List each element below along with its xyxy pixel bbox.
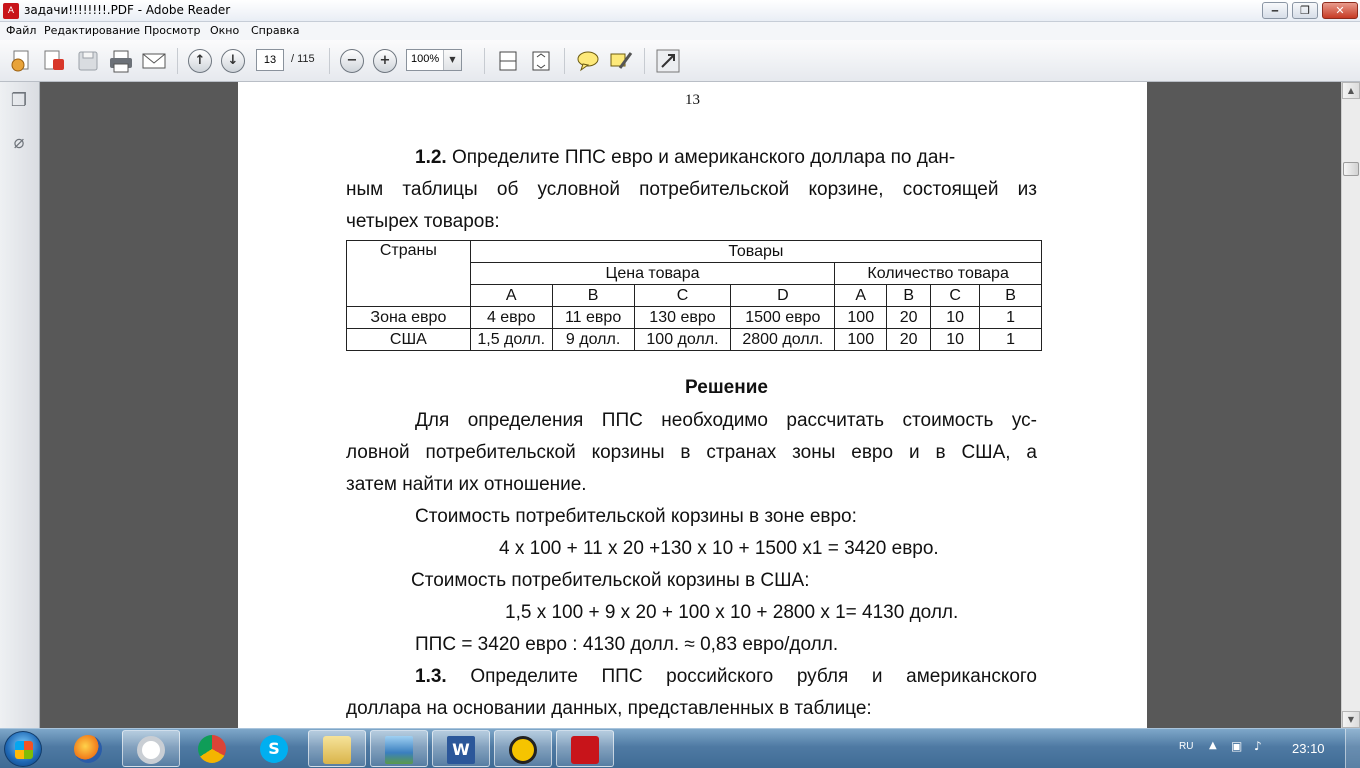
network-icon[interactable]: ▣ bbox=[1231, 739, 1243, 753]
table-row bbox=[347, 307, 1042, 329]
chevron-down-icon[interactable]: ▼ bbox=[443, 50, 461, 70]
print-icon[interactable] bbox=[108, 48, 134, 74]
zoom-in-icon[interactable]: + bbox=[373, 49, 397, 73]
task-number: 1.2. bbox=[415, 147, 447, 168]
table-cell: 1500 евро bbox=[731, 307, 835, 329]
taskbar-firefox[interactable] bbox=[60, 730, 118, 767]
table-subheader: C bbox=[931, 285, 980, 307]
toolbar bbox=[0, 40, 1360, 82]
basket-table bbox=[346, 240, 1042, 351]
read-mode-icon[interactable] bbox=[655, 48, 681, 74]
taskbar-chrome[interactable] bbox=[184, 730, 242, 767]
fit-width-icon[interactable] bbox=[495, 48, 521, 74]
table-cell: 1 bbox=[980, 307, 1042, 329]
cost-euro-formula: 4 х 100 + 11 х 20 +130 х 10 + 1500 х1 = 3420 евро. bbox=[499, 538, 939, 559]
create-pdf-icon[interactable] bbox=[9, 48, 35, 74]
menu-window[interactable]: Окно bbox=[210, 24, 240, 37]
title-bar bbox=[0, 0, 1360, 22]
adobe-reader-icon bbox=[571, 736, 599, 764]
table-clip bbox=[238, 82, 1147, 352]
task-number: 1.3. bbox=[415, 666, 447, 687]
minimize-button[interactable] bbox=[1262, 2, 1288, 19]
next-page-icon[interactable]: ↓ bbox=[221, 49, 245, 73]
document-area bbox=[41, 82, 1341, 728]
solution-title: Решение bbox=[685, 377, 768, 398]
taskbar-archicad[interactable] bbox=[494, 730, 552, 767]
scroll-down-icon[interactable]: ▼ bbox=[1342, 711, 1360, 728]
taskbar-adobe-reader[interactable] bbox=[556, 730, 614, 767]
language-indicator[interactable]: RU bbox=[1179, 741, 1194, 752]
table-subheader: B bbox=[552, 285, 634, 307]
table-cell: 130 евро bbox=[634, 307, 731, 329]
scroll-thumb[interactable] bbox=[1343, 162, 1359, 176]
table-subheader: B bbox=[980, 285, 1042, 307]
clock[interactable]: 23:10 bbox=[1292, 741, 1325, 756]
attachments-icon[interactable]: ⌀ bbox=[13, 132, 25, 153]
maximize-button[interactable] bbox=[1292, 2, 1318, 19]
explorer-folder-icon bbox=[323, 736, 351, 764]
table-cell: 11 евро bbox=[552, 307, 634, 329]
table-cell: 100 bbox=[835, 307, 887, 329]
menu-help[interactable]: Справка bbox=[251, 24, 300, 37]
email-icon[interactable] bbox=[141, 48, 167, 74]
table-cell-country: Зона евро bbox=[347, 307, 471, 329]
table-header-quantity: Количество товара bbox=[835, 263, 1042, 285]
highlight-icon[interactable] bbox=[608, 48, 634, 74]
page-number: 13 bbox=[685, 92, 700, 108]
table-cell: 9 долл. bbox=[552, 329, 634, 351]
adobe-reader-icon: A bbox=[3, 3, 19, 19]
task-1-3-line2: доллара на основании данных, представленных в таблице: bbox=[346, 698, 872, 719]
table-cell: 2800 долл. bbox=[731, 329, 835, 351]
archicad-icon bbox=[509, 736, 537, 764]
table-cell: 4 евро bbox=[470, 307, 552, 329]
table-cell: 1,5 долл. bbox=[470, 329, 552, 351]
table-header-countries: Страны bbox=[347, 241, 471, 307]
firefox-icon bbox=[74, 735, 102, 763]
task-1-2-line2: ным таблицы об условной потребительской корзине, состоящей из bbox=[346, 179, 1037, 200]
task-1-2-line3: четырех товаров: bbox=[346, 211, 500, 232]
task-1-3-line1: 1.3. Определите ППС российского рубля и американского bbox=[415, 666, 1037, 687]
cost-euro-label: Стоимость потребительской корзины в зоне евро: bbox=[415, 506, 857, 527]
table-header-price: Цена товара bbox=[470, 263, 835, 285]
pdf-page bbox=[238, 82, 1147, 728]
taskbar-skype[interactable] bbox=[246, 730, 304, 767]
page-thumbnails-icon[interactable]: ❐ bbox=[10, 90, 28, 111]
export-pdf-icon[interactable] bbox=[41, 48, 67, 74]
table-subheader: A bbox=[470, 285, 552, 307]
menu-edit[interactable]: Редактирование bbox=[44, 24, 140, 37]
skype-icon: S bbox=[260, 735, 288, 763]
show-desktop-button[interactable] bbox=[1345, 729, 1360, 768]
taskbar-picture-viewer[interactable] bbox=[370, 730, 428, 767]
page-number-input[interactable]: 13 bbox=[256, 49, 284, 71]
taskbar-explorer[interactable] bbox=[308, 730, 366, 767]
table-cell: 20 bbox=[887, 329, 931, 351]
table-cell: 10 bbox=[931, 307, 980, 329]
table-row bbox=[347, 329, 1042, 351]
zoom-out-icon[interactable]: − bbox=[340, 49, 364, 73]
table-cell-country: США bbox=[347, 329, 471, 351]
menu-bar bbox=[0, 22, 1360, 40]
close-button[interactable] bbox=[1322, 2, 1358, 19]
scroll-up-icon[interactable]: ▲ bbox=[1342, 82, 1360, 99]
prev-page-icon[interactable]: ↑ bbox=[188, 49, 212, 73]
zoom-select[interactable] bbox=[406, 49, 462, 71]
table-cell: 10 bbox=[931, 329, 980, 351]
close-icon: ✕ bbox=[1335, 4, 1345, 17]
maximize-icon: ❐ bbox=[1300, 4, 1310, 17]
save-icon[interactable] bbox=[75, 48, 101, 74]
menu-view[interactable]: Просмотр bbox=[144, 24, 201, 37]
chrome-icon bbox=[198, 735, 226, 763]
task-1-2-line1: 1.2. Определите ППС евро и американского доллара по дан- bbox=[415, 147, 956, 168]
menu-file[interactable]: Файл bbox=[6, 24, 37, 37]
table-subheader: B bbox=[887, 285, 931, 307]
navigation-pane bbox=[0, 82, 40, 728]
table-cell: 1 bbox=[980, 329, 1042, 351]
start-button[interactable] bbox=[4, 731, 42, 767]
windows-logo-icon bbox=[15, 741, 33, 759]
volume-icon[interactable]: ♪ bbox=[1254, 739, 1262, 753]
table-subheader: C bbox=[634, 285, 731, 307]
fit-page-icon[interactable] bbox=[528, 48, 554, 74]
table-cell: 100 долл. bbox=[634, 329, 731, 351]
page-total: / 115 bbox=[291, 53, 315, 65]
window-title: задачи!!!!!!!!.PDF - Adobe Reader bbox=[24, 3, 231, 17]
zoom-value: 100% bbox=[411, 53, 440, 65]
picture-viewer-icon bbox=[385, 736, 413, 764]
taskbar-word[interactable] bbox=[432, 730, 490, 767]
table-subheader: D bbox=[731, 285, 835, 307]
table-cell: 100 bbox=[835, 329, 887, 351]
cost-usa-label: Стоимость потребительской корзины в США: bbox=[411, 570, 810, 591]
cost-usa-formula: 1,5 х 100 + 9 х 20 + 100 х 10 + 2800 х 1= 4130 долл. bbox=[505, 602, 959, 623]
table-cell: 20 bbox=[887, 307, 931, 329]
taskbar-opera[interactable] bbox=[122, 730, 180, 767]
table-header-goods: Товары bbox=[470, 241, 1041, 263]
word-icon: W bbox=[447, 736, 475, 764]
solution-p1-line3: затем найти их отношение. bbox=[346, 474, 587, 495]
taskbar bbox=[0, 728, 1360, 768]
solution-p1-line1: Для определения ППС необходимо рассчитать стоимость ус- bbox=[415, 410, 1037, 431]
vertical-scrollbar[interactable] bbox=[1341, 82, 1360, 728]
solution-p1-line2: ловной потребительской корзины в странах зоны евро и в США, а bbox=[346, 442, 1037, 463]
comment-icon[interactable] bbox=[575, 48, 601, 74]
ppp-result: ППС = 3420 евро : 4130 долл. ≈ 0,83 евро/долл. bbox=[415, 634, 839, 655]
minimize-icon: ‒ bbox=[1271, 4, 1279, 17]
tray-expand-icon[interactable]: ▲ bbox=[1209, 740, 1217, 751]
opera-icon bbox=[137, 736, 165, 764]
table-subheader: A bbox=[835, 285, 887, 307]
